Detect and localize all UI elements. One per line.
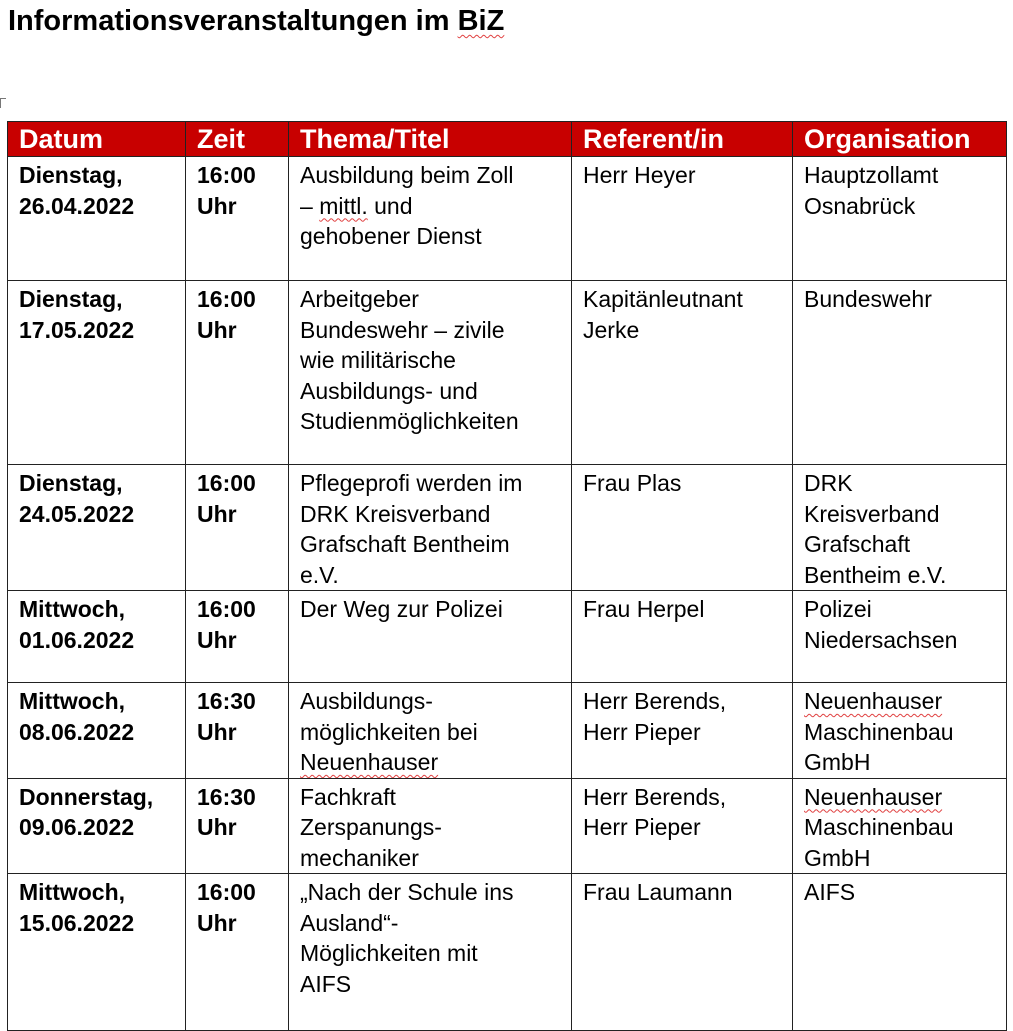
cell-line: Uhr — [197, 718, 237, 745]
cell-line: 16:00 — [197, 879, 256, 905]
cell-organisation — [793, 281, 1007, 465]
cell-line: 16:00 — [197, 286, 256, 312]
cell-line: Grafschaft Bentheim — [300, 531, 510, 557]
cell-line: GmbH — [804, 749, 871, 775]
cell-line: Herr Berends, — [583, 688, 727, 714]
table-row — [8, 157, 1007, 281]
column-header-thema: Thema/Titel — [289, 122, 572, 157]
events-table — [7, 121, 1007, 1031]
cell-referent — [572, 157, 793, 281]
cell-line: „Nach der Schule ins — [300, 879, 514, 905]
cell-line: 26.04.2022 — [19, 192, 135, 219]
cell-line: 17.05.2022 — [19, 316, 135, 343]
cell-line: 16:00 — [197, 596, 256, 622]
table-row — [8, 874, 1007, 1031]
cell-zeit — [186, 281, 289, 465]
cell-zeit — [186, 778, 289, 874]
cell-line: Bentheim e.V. — [804, 561, 947, 588]
cell-line: Hauptzollamt — [804, 162, 939, 188]
page-title-text: Informationsveranstaltungen im — [8, 5, 458, 37]
cell-zeit — [186, 683, 289, 779]
cell-thema — [289, 683, 572, 779]
cell-line: Pflegeprofi werden im — [300, 470, 523, 496]
cell-line: Uhr — [197, 814, 237, 840]
cell-line: Maschinenbau — [804, 718, 954, 745]
cell-line: gehobener Dienst — [300, 223, 482, 249]
cell-line: Grafschaft — [804, 531, 911, 557]
cell-line: 16:30 — [197, 783, 256, 810]
cell-line: DRK Kreisverband — [300, 500, 491, 527]
cell-thema — [289, 591, 572, 683]
cell-referent — [572, 874, 793, 1031]
column-header-referent: Referent/in — [572, 122, 793, 157]
cell-line: Uhr — [197, 500, 237, 527]
table-row — [8, 281, 1007, 465]
cell-referent — [572, 281, 793, 465]
cell-line: Uhr — [197, 192, 237, 219]
cell-zeit — [186, 874, 289, 1031]
cell-line: mechaniker — [300, 844, 419, 871]
cell-thema — [289, 281, 572, 465]
cell-line: 08.06.2022 — [19, 718, 135, 745]
cell-thema — [289, 465, 572, 591]
cell-line: Polizei — [804, 596, 872, 622]
cell-datum — [8, 874, 186, 1031]
cell-line: möglichkeiten bei — [300, 718, 478, 745]
cell-datum — [8, 281, 186, 465]
cell-line: Neuenhauser — [300, 749, 439, 775]
cell-line: Niedersachsen — [804, 626, 958, 653]
cell-datum — [8, 465, 186, 591]
column-header-organisation: Organisation — [793, 122, 1007, 157]
cell-line: wie militärische — [300, 347, 456, 373]
table-header-row — [8, 122, 1007, 157]
column-header-zeit: Zeit — [186, 122, 289, 157]
cell-line: Herr Pieper — [583, 814, 701, 840]
cell-line: Studienmöglichkeiten — [300, 408, 519, 434]
cell-line: Bundeswehr — [804, 286, 932, 312]
cell-thema — [289, 157, 572, 281]
cell-line: Frau Plas — [583, 470, 682, 496]
cell-line: Dienstag, — [19, 162, 123, 188]
cell-line: Herr Pieper — [583, 718, 701, 745]
cell-datum — [8, 591, 186, 683]
page-title-biz: BiZ — [457, 5, 505, 37]
cell-line: Herr Berends, — [583, 783, 727, 810]
cell-line: Maschinenbau — [804, 814, 954, 840]
cell-line: Bundeswehr – zivile — [300, 316, 505, 343]
table-row — [8, 683, 1007, 779]
cell-referent — [572, 591, 793, 683]
cell-line: 16:00 — [197, 470, 256, 496]
cell-line: Dienstag, — [19, 286, 123, 312]
cell-referent — [572, 683, 793, 779]
cell-datum — [8, 683, 186, 779]
cell-line: 24.05.2022 — [19, 500, 135, 527]
cell-line: Fachkraft — [300, 783, 396, 810]
cell-line: Ausbildung beim Zoll — [300, 162, 514, 188]
cell-line: Frau Laumann — [583, 879, 733, 905]
table-row — [8, 778, 1007, 874]
cell-organisation — [793, 874, 1007, 1031]
cell-line: Mittwoch, — [19, 596, 126, 622]
cell-line: Frau Herpel — [583, 596, 705, 622]
cell-line: Ausbildungs- — [300, 688, 433, 714]
cell-referent — [572, 778, 793, 874]
cell-line: Donnerstag, — [19, 783, 154, 810]
column-header-datum: Datum — [8, 122, 186, 157]
table-body — [8, 157, 1007, 1031]
cell-line: AIFS — [804, 879, 856, 905]
cell-organisation — [793, 778, 1007, 874]
cell-datum — [8, 157, 186, 281]
cell-line: Jerke — [583, 316, 640, 343]
cell-line: GmbH — [804, 844, 871, 871]
cell-line: Möglichkeiten mit — [300, 940, 478, 966]
cell-line: Uhr — [197, 626, 237, 653]
cell-thema — [289, 778, 572, 874]
table-anchor-icon — [0, 98, 6, 108]
cell-organisation — [793, 591, 1007, 683]
cell-zeit — [186, 157, 289, 281]
cell-line: Mittwoch, — [19, 688, 126, 714]
cell-line: Neuenhauser — [804, 688, 943, 714]
page-title — [8, 2, 504, 40]
cell-referent — [572, 465, 793, 591]
cell-line: 09.06.2022 — [19, 814, 135, 840]
cell-line: – mittl. und — [300, 192, 413, 219]
cell-line: Dienstag, — [19, 470, 123, 496]
cell-line: 01.06.2022 — [19, 626, 135, 653]
table-row — [8, 591, 1007, 683]
cell-zeit — [186, 591, 289, 683]
cell-organisation — [793, 683, 1007, 779]
cell-line: e.V. — [300, 561, 339, 588]
cell-line: Arbeitgeber — [300, 286, 419, 312]
cell-datum — [8, 778, 186, 874]
cell-organisation — [793, 465, 1007, 591]
cell-line: Der Weg zur Polizei — [300, 596, 503, 622]
cell-organisation — [793, 157, 1007, 281]
cell-line: Uhr — [197, 316, 237, 343]
cell-line: 15.06.2022 — [19, 909, 135, 936]
table-row — [8, 465, 1007, 591]
cell-line: Kapitänleutnant — [583, 286, 743, 312]
cell-thema — [289, 874, 572, 1031]
cell-line: Mittwoch, — [19, 879, 126, 905]
cell-line: Neuenhauser — [804, 783, 943, 810]
cell-line: Ausbildungs- und — [300, 377, 478, 404]
cell-line: Herr Heyer — [583, 162, 696, 188]
cell-line: Osnabrück — [804, 192, 916, 219]
cell-line: 16:30 — [197, 688, 256, 714]
cell-zeit — [186, 465, 289, 591]
cell-line: DRK — [804, 470, 853, 496]
cell-line: Uhr — [197, 909, 237, 936]
cell-line: AIFS — [300, 970, 352, 997]
cell-line: Kreisverband — [804, 500, 940, 527]
cell-line: Zerspanungs- — [300, 814, 442, 840]
cell-line: 16:00 — [197, 162, 256, 188]
cell-line: Ausland“- — [300, 909, 399, 936]
